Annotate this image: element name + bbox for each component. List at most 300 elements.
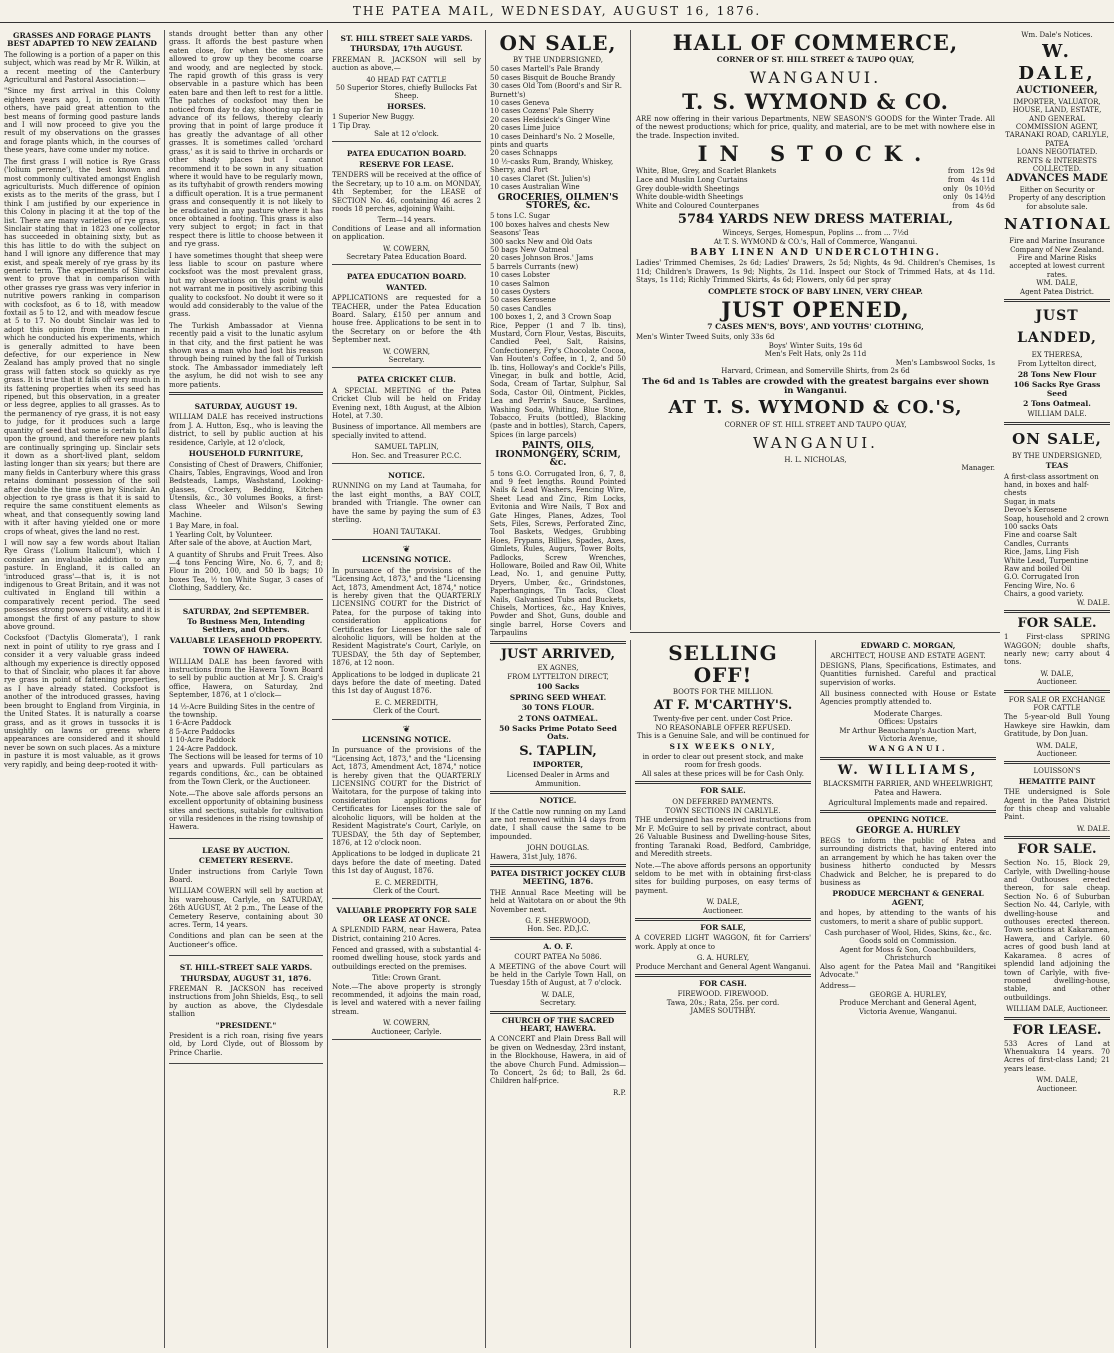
ad-heading: AT F. M'CARTHY'S. [653, 698, 793, 714]
crest-icon: ❦ [402, 724, 411, 735]
ad-heading: W. WILLIAMS, [837, 762, 979, 778]
ad-heading: NOTICE. [539, 796, 577, 806]
ad-heading: A. O. F. [543, 941, 573, 951]
ad-heading: FOR CASH. [699, 978, 747, 988]
ad-text: Mr Arthur Beauchamp's Auction Mart, [839, 726, 977, 735]
ad-text: FREEMAN R. JACKSON will sell by auction as above,— [332, 55, 481, 73]
ad-heading: RESERVE FOR LEASE. [359, 159, 454, 169]
ad-heading: BABY LINEN AND UNDERCLOTHING. [690, 247, 941, 258]
ad-text: FIREWOOD. FIREWOOD. [677, 990, 769, 999]
ad-heading: PATEA EDUCATION BOARD. [346, 149, 467, 159]
ad-item: 1 Superior New Buggy. [332, 113, 415, 122]
ad-text: Address— [820, 982, 856, 991]
list-item: 50 cases Kerosene [490, 296, 556, 305]
grocery-list [490, 212, 626, 321]
ad-text: Men's Winter Tweed Suits, only 33s 6d [636, 333, 775, 342]
list-item: 50 cases Bisquit de Bouche Brandy [490, 73, 616, 82]
ad-signature: HOANI TAUTAKAI. [372, 527, 441, 536]
ad-leasehold [169, 603, 323, 839]
ad-cemetery [169, 842, 323, 956]
ad-text: Hawera, 31st July, 1876. [490, 852, 577, 861]
list-item: 30 cases Old Tom (Boord's and Sir R. Burnett's) [490, 82, 623, 99]
article-paragraph: The following is a portion of a paper on this subject, which was read by Mr R. Wilkin, at a recent meeting of the Canterbury Agricultural and Pastoral Association:— [4, 50, 160, 85]
article-paragraph: "Since my first arrival in this Colony eighteen years ago, I, in common with others, have paid great attention to the best means of forming good pasture lands and I will now proceed to give you the result of my observations on the grasses and forage plants which, in the courses of these years, have come under my notice. [4, 87, 160, 155]
ad-text: Rice, Pepper (1 and 7 lb. tins), Mustard, Corn Flour, Vestas, Biscuits, Candied Peel, Salt, Raisins, Confectionery, Fry's Chocolate Cocoa, Van Houten's Coffee, in 1, 2, and 50 lb. tins, Holloway's and Cockle's Pills, Vinegar, in bulk and bottle, Acid, Soda, Cream of Tartar, Sulphur, Sal Soda, Castor Oil, Ointment, Pickles, Lea and Perrin's Sauce, Sardines, Washing Soda, Whiting, Blue Stone, Tobacco, Fruits (bottled), Blacking (paste and in bottles), Starch, Capers, Spices (in large parcels) [490, 321, 626, 439]
ad-text: Agricultural Implements made and repaired. [828, 798, 988, 807]
ad-heading: W. DALE, [1018, 41, 1096, 85]
ad-licensing-patea [332, 543, 481, 720]
ad-subheading: TOWN SECTIONS IN CARLYLE. [665, 807, 781, 816]
list-item: 300 sacks New and Old Oats [490, 237, 593, 246]
ad-signature: Secretary. [388, 356, 425, 364]
ad-text: Business of importance. All members are specially invited to attend. [332, 423, 481, 440]
ad-text: TENDERS will be received at the office of the Secretary, up to 10 a.m. on MONDAY, 4th September, for the LEASE of SECTION No. 46, containing 46 acres 2 roods 18 perches, adjoining Waihi. [332, 171, 481, 213]
ad-heading: OPENING NOTICE. [867, 815, 949, 825]
ad-signature: W. DALE, [541, 990, 575, 999]
ad-heading: NOTICE. [388, 471, 425, 481]
ad-signature: W. DALE, [1040, 669, 1074, 678]
ad-heading: CEMETERY RESERVE. [198, 856, 294, 866]
ad-text: Note.—The above affords persons an opportunity seldom to be met with in obtaining first-class sites for building purposes, on easy terms of payment. [635, 861, 811, 895]
ad-notice-colt [332, 467, 481, 540]
ad-heading: SELLING OFF! [668, 641, 778, 687]
ad-signature: WM. DALE, [1036, 1076, 1078, 1085]
ad-text: DESIGNS, Plans, Specifications, Estimates, and Quantities furnished. Careful and practical supervision of works. [820, 661, 996, 687]
ad-household-sale [169, 398, 323, 600]
ad-signature: Auctioneer. [1036, 749, 1078, 758]
ad-heading: AT T. S. WYMOND & CO.'S, [668, 397, 963, 419]
ad-text: FREEMAN R. JACKSON has received instructions from John Shields, Esq., to sell by auction as above, the Clydesdale stallion [169, 985, 323, 1019]
list-item: White and Coloured Counterpanes from 4s 6d [636, 201, 995, 210]
goods-list [1004, 473, 1110, 599]
column-2 [164, 30, 327, 1348]
ad-text: This is a Genuine Sale, and will be continued for [636, 732, 810, 741]
ad-text: Offices: Upstairs [878, 718, 938, 727]
ad-subheading: Patea and Hawera. [874, 789, 942, 798]
ad-reserve-lease [332, 145, 481, 265]
ad-subheading: CORNER OF ST. HILL STREET AND TAUPO QUAY, [724, 421, 907, 430]
ad-heading: FOR SALE, [700, 922, 746, 932]
ad-text: Also agent for the Patea Mail and "Rangitikei Advocate." [820, 962, 996, 979]
ad-text: Fire and Marine Insurance Company of New Zealand. [1009, 237, 1105, 254]
ad-text: BEGS to inform the public of Patea and surrounding districts that, having entered into an arrangement by which he has taken over the business hitherto conducted by Messrs Chadwick and Belcher, he is prepared to do business as [820, 836, 996, 887]
liquor-list [490, 65, 626, 191]
ad-item: 1 10-Acre Paddock [169, 736, 236, 745]
ad-signature: Agent Patea District. [1020, 287, 1094, 296]
ad-text: Applications to be lodged in duplicate 21 days before the date of meeting. Dated this 1st day of August, 1876. [332, 850, 481, 876]
ad-signature: G. F. SHERWOOD, [525, 916, 591, 925]
ad-heading: LEASE BY AUCTION. [202, 845, 290, 855]
ad-subheading: BY THE UNDERSIGNED, [513, 56, 603, 64]
ad-text: Conditions and plan can be seen at the Auctioneer's office. [169, 932, 323, 949]
ad-text: Agent for Moss & Son, Coachbuilders, Christchurch [839, 945, 977, 963]
ad-text: Tawa, 20s.; Rata, 25s. per cord. [666, 998, 780, 1007]
ad-text: WILLIAM DALE has received instructions from J. A. Hutton, Esq., who is leaving the district, to sell by public auction at his residence, Carlyle, at 12 o'clock, [169, 413, 323, 447]
ad-item: 106 Sacks Rye Grass Seed [1013, 380, 1101, 398]
ad-subheading: FROM LYTTELTON DIRECT, [507, 673, 609, 682]
ad-text: LOANS NEGOTIATED. [1016, 148, 1098, 157]
ad-heading: FOR SALE. [700, 786, 746, 796]
ad-text: 533 Acres of Land at Whenuakura 14 years. 70 Acres of first-class Land; 21 years lease. [1004, 1039, 1110, 1073]
ad-text: 5 tons G.O. Corrugated Iron, 6, 7, 8, and 9 feet lengths. Round Pointed Nails & Lead Washers, Fencing Wire, Sheet Lead and Zinc, Rim Locks, Evitonia and Wire Nails, T Box and Gate Hinges, Planes, Adzes, Tool Sets, Files, Screws, Perforated Zinc, Tool Baskets, Wedges, Grubbing Hoes, Frypans, Billies, Spades, Axes, Gimlets, Rules, Augurs, Tower Bolts, Padlocks, Screw Wrenches, Holloware, Boiled and Raw Oil, White Lead, No. 1, and genuine Putty, Dryers, Umber, &c., Grindstones, Paperhangings, Tin Tacks, Cloat Nails, Galvanised Tubs and Buckets, Chisels, Mortices, &c., Hay Knives, Powder and Shot, Guns, double and single barrel, Horse Covers and Tarpaulins [490, 469, 626, 638]
ad-text: A quantity of Shrubs and Fruit Trees. Also—4 tons Fencing Wire, No. 6, 7, and 8; Flour in 200, 100, and 50 lb bags; 10 boxes Tea, ½ ton White Sugar, 3 cases of Clothing, Saddlery, &c. [169, 550, 323, 593]
ad-heading: AUCTIONEER, [1016, 85, 1098, 97]
ad-heading: LICENSING NOTICE. [362, 555, 451, 565]
ad-heading: PATEA DISTRICT JOCKEY CLUB MEETING, 1876. [490, 868, 626, 887]
ad-heading: SATURDAY, 2nd SEPTEMBER. [182, 606, 310, 616]
ad-item: 1 Yearling Colt, by Volunteer. [169, 530, 273, 539]
ad-signature: WM. DALE, [1036, 279, 1078, 288]
ad-heading: SATURDAY, AUGUST 19. [194, 402, 298, 412]
ad-heading: The 6d and 1s Tables are crowded with the greatest bargains ever shown in Wanganui. [642, 377, 989, 396]
ad-heading: IN STOCK. [697, 141, 934, 167]
ad-heading: WANGANUI. [753, 433, 878, 452]
list-item: Chairs, a good variety. [1004, 590, 1084, 599]
ad-item: SPRING SEED WHEAT. [509, 692, 607, 702]
list-item: G.O. Corrugated Iron [1004, 573, 1080, 582]
list-item: 10 ½-casks Rum, Brandy, Whiskey, Sherry, and Port [490, 157, 614, 175]
ad-text: APPLICATIONS are requested for a TEACHER, under the Patea Education Board. Salary, £150 per annum and house free. Applications to be sent in to the Secretary on or before the 4th September next. [332, 294, 481, 345]
ad-subheading: BOOTS FOR THE MILLION. [672, 688, 774, 696]
ad-signature: G. A. HURLEY, [696, 954, 750, 963]
ad-heading: PATEA CRICKET CLUB. [357, 375, 456, 385]
ad-signature: W. DALE, [706, 898, 740, 907]
ad-heading: TEAS [1045, 461, 1069, 471]
ad-text: A CONCERT and Plain Dress Ball will be given on Wednesday, 23rd instant, in the Blockhouse, Hawera, in aid of the above Church Fund. Admission—To Concert, 2s 6d; to Ball, 2s 6d. Children half-price. [490, 1035, 626, 1086]
list-item: Lace and Muslin Long Curtains from 4s 11d [636, 175, 995, 184]
list-item: 10 cases Australian Wine [490, 183, 580, 192]
ad-text: TARANAKI ROAD, CARLYLE, PATEA [1005, 131, 1109, 148]
ad-signature: W. COWERN, [383, 244, 430, 253]
ad-text: President is a rich roan, rising five years old, by Lord Clyde, out of Blossom by Prince Charlie. [169, 1032, 323, 1057]
ad-signature: JAMES SOUTHBY. [690, 1007, 756, 1016]
ad-subheading: FOR SALE OR EXCHANGE FOR CATTLE [1008, 695, 1106, 712]
ad-heading: WANTED. [386, 282, 427, 292]
ad-text: A MEETING of the above Court will be held in the Carlyle Town Hall, on Tuesday 15th of August, at 7 o'clock. [490, 962, 626, 988]
ad-text: ARE now offering in their various Departments, NEW SEASON'S GOODS for the Winter Trade. All of the newest productions; which for price, quality, and material, are to be met with nowhere else in the trade. Inspection invited. [636, 114, 995, 140]
ad-heading: VALUABLE PROPERTY FOR SALE OR LEASE AT ONCE. [336, 906, 477, 924]
ad-text: Section No. 15, Block 29, Carlyle, with Dwelling-house and Outhouses erected thereon, for sale cheap. Section No. 6 of Suburban Section No. 44, Carlyle, with dwelling-house and outhouses erected thereon. Town sections at Kakaramea, Hawera, and Carlyle. 60 acres of good bush land at Kakaramea. 8 acres of splendid land adjoining the town of Carlyle, with five-roomed dwelling-house, stable, and other outbuildings. [1004, 859, 1110, 1002]
ad-heading: GEORGE A. HURLEY [855, 825, 961, 836]
ad-subheading: EX THERESA, [1031, 350, 1083, 359]
ad-heading: PRODUCE MERCHANT & GENERAL AGENT, [832, 889, 984, 907]
article-title: GRASSES AND FORAGE PLANTS BEST ADAPTED TO NEW ZEALAND [7, 31, 157, 49]
ad-heading: S. TAPLIN, [519, 743, 597, 759]
ad-text: THE Annual Race Meeting will be held at Waitotara on or about the 9th November next. [490, 888, 626, 914]
ad-heading: "PRESIDENT." [215, 1020, 277, 1030]
ad-signature: W. COWERN, [383, 1019, 430, 1028]
ad-heading: FOR LEASE. [1012, 1022, 1102, 1038]
ad-text: Goods sold on Commission. [859, 937, 957, 946]
column-3 [327, 30, 485, 1348]
ad-text: Twenty-five per cent. under Cost Price. [653, 715, 793, 724]
ad-heading: JUST OPENED, [721, 296, 910, 322]
ad-signature: Clerk of the Court. [373, 886, 440, 895]
list-item: White, Blue, Grey, and Scarlet Blankets from 12s 9d [636, 167, 995, 176]
column-6-lower [815, 640, 1000, 1348]
ad-licensing-waitotara [332, 723, 481, 900]
ad-text: After sale of the above, at Auction Mart, [169, 539, 312, 548]
ad-signature: E. C. MEREDITH, [374, 878, 439, 887]
ad-heading: ON SALE, [499, 31, 617, 55]
ad-signature: SAMUEL TAPLIN, [374, 443, 439, 452]
ad-subheading: EX AGNES, [537, 663, 579, 672]
ad-text: in order to clear out present stock, and make room for fresh goods. [642, 753, 804, 770]
ad-signature: Auctioneer, Carlyle. [371, 1027, 442, 1036]
ad-heading: NATIONAL [1004, 215, 1112, 234]
ad-text: All business connected with House or Estate Agencies promptly attended to. [820, 690, 996, 707]
ad-heading: LICENSING NOTICE. [362, 735, 451, 745]
ad-heading: ST. HILL STREET SALE YARDS. [340, 34, 473, 43]
list-item: 20 cases Lime Juice [490, 124, 561, 133]
list-item: Devoe's Kerosene [1004, 506, 1067, 515]
ad-text: If the Cattle now running on my Land are not removed within 14 days from date, I shall cause the same to be impounded. [490, 807, 626, 841]
ad-heading: VALUABLE LEASEHOLD PROPERTY. [169, 635, 323, 645]
ad-heading: ADVANCES MADE [1006, 173, 1108, 185]
ad-text: Applications to be lodged in duplicate 21 days before the date of meeting. Dated this 1st day of August 1876. [332, 670, 481, 696]
ad-signature: W. COWERN, [383, 347, 430, 356]
ad-heading: CHURCH OF THE SACRED HEART, HAWERA. [501, 1015, 615, 1034]
ad-signature: Produce Merchant and General Agent Wanganui. [635, 962, 811, 971]
ad-signature: Victoria Avenue, Wanganui. [859, 1007, 957, 1016]
ad-heading: THURSDAY, 17th AUGUST. [350, 44, 463, 54]
ad-signature: H. L. NICHOLAS, [784, 455, 847, 464]
ad-heading: HORSES. [387, 101, 426, 111]
ad-signature: WM. DALE, [1036, 741, 1078, 750]
list-item: 10 cases Salmon [490, 279, 550, 288]
ad-signature: Clerk of the Court. [373, 707, 440, 716]
list-item: 20 cases Schnapps [490, 149, 558, 158]
ad-sale-yards [332, 30, 481, 142]
stock-list [636, 167, 995, 210]
ad-text: Note.—The above sale affords persons an excellent opportunity of obtaining business sites and sections, suitable for cultivation or villa residences in the rising township of Hawera. [169, 789, 323, 832]
list-item: Sugar, in mats [1004, 497, 1056, 506]
ad-item: 100 Sacks [536, 682, 580, 692]
list-item: 10 cases Cozens' Pale Sherry [490, 107, 594, 116]
ad-signature: Manager. [961, 464, 995, 473]
ad-item: 30 TONS FLOUR. [521, 703, 595, 713]
ad-signature: Secretary Patea Education Board. [346, 252, 467, 261]
ad-text: 1 First-class SPRING WAGGON; double shafts, nearly new; carry about 4 tons. [1004, 633, 1110, 667]
ad-text: The Sections will be leased for terms of 10 years and upwards. Full particulars as regards conditions, &c., can be obtained from the Town Clerk, or the Auctioneer. [169, 753, 323, 787]
ad-signature: Produce Merchant and General Agent, [839, 999, 977, 1008]
ad-text: A SPECIAL MEETING of the Patea Cricket Club will be held on Friday Evening next, 18th August, at the Albion Hotel, at 7.30. [332, 386, 481, 421]
column-4 [485, 30, 630, 1348]
list-item: 20 cases Johnson Bros.' Jams [490, 254, 594, 263]
ad-heading: To Business Men, Intending Settlers, and Others. [187, 617, 305, 635]
list-item: Raw and boiled Oil [1004, 565, 1072, 574]
ad-heading: 5784 YARDS NEW DRESS MATERIAL, [677, 212, 954, 228]
list-item: 5 tons I.C. Sugar [490, 212, 550, 221]
ad-text: Moderate Charges. [873, 709, 943, 718]
list-item: 100 boxes halves and chests New Seasons' Teas [490, 220, 610, 238]
ad-text: Men's Felt Hats, only 2s 11d [764, 350, 867, 359]
ad-heading: FOR SALE. [1017, 616, 1097, 632]
ad-text: All sales at these prices will be for Cash Only. [641, 769, 805, 778]
article-paragraph: I will now say a few words about Italian Rye Grass ('Lolium Italicum'), which I consider an invaluable addition to any pasture. In England, it is called an 'introduced grass'—that is, it is not indigenous to Great Britain, and it was not cultivated in England till within a comparatively recent period. The seed possesses strong powers of vitality, and it is amongst the first of any pasture to show above ground. [4, 538, 160, 632]
list-item: Fencing Wire, No. 6 [1004, 581, 1075, 590]
ad-signature: W. DALE. [1076, 824, 1110, 833]
ad-heading: COMPLETE STOCK OF BABY LINEN, VERY CHEAP. [708, 286, 923, 296]
ad-text: and hopes, by attending to the wants of his customers, to merit a share of public support. [820, 909, 996, 926]
ad-valuable-property [332, 902, 481, 1040]
list-item: Rice, Jams, Ling Fish [1004, 548, 1079, 557]
crest-icon: ❦ [402, 544, 411, 555]
ad-signature: E. C. MEREDITH, [374, 698, 439, 707]
ad-text: A SPLENDID FARM, near Hawera, Patea District, containing 210 Acres. [332, 926, 481, 943]
list-item: Candles, Currants [1004, 539, 1069, 548]
ad-text: Note.—The above property is strongly recommended, it adjoins the main road, is level and watered with a never failing stream. [332, 982, 481, 1016]
article-paragraph: The first grass I will notice is Rye Grass ('lolium perenne'), the best known and most commonly cultivated amongst English agriculturists. Much difference of opinion exists as to the merits of the grass, but I think I am justified by our experience in this Colony in placing it at the top of the list. There are many varieties of rye grass, Sinclair stating that in 1823 one collector has succeeded in obtaining sixty, but as this has little to do with the subject on hand I will ignore any difference that may exist, and speak merely of rye grass by its generic term. The experiments of Sinclair went to prove that in comparison with other grasses rye grass was very inferior in nutritive powers ranking in comparison with cocksfoot, as 6 to 18, with meadow foxtail as 5 to 12, and with meadow fescue at 5 to 17. No doubt Sinclair was led to adopt this opinion from the manner in which he conducted his experiments, which is generally admitted to have been defective, for our experience in New Zealand has amply proved that no single grass will fatten stock so quickly as rye grass. It is true that it falls off very much in its fattening properties when its seed has ripened, but this observation, in a greater or less degree, applies to all grasses. As to the permanency of rye grass, it is not easy to judge, for it produces such a large quantity of seed that some is certain to fall upon the ground, and therefore new plants are continually springing up. Sinclair sets it down as a short-lived plant, seldom lasting longer than six years; but there are many fields in Canterbury where this grass retains dominant possession of the soil after double the time given by Sinclair. An objection to rye grass is that it is said to require the same constituent elements as wheat, and that consequently sowing land with it after having yielded one or more crops of wheat, gives the land no rest. [4, 157, 160, 536]
ad-teacher-wanted [332, 268, 481, 368]
ad-signature: Auctioneer. [1036, 678, 1078, 687]
ad-heading: HEMATITE PAINT [1018, 776, 1096, 786]
column-7 [1000, 30, 1114, 1348]
ad-text: Title: Crown Grant. [372, 974, 441, 983]
article-paragraph: stands drought better than any other grass. It affords the best pasture when eaten close, for when the stems are allowed to grow up they become coarse and woody, and are neglected by stock. The rapid growth of this grass is very observable in a pasture which has been eaten bare and then left to rest for a little. The patches of cocksfoot may then be noticed from day to day, shooting up far in advance of its fellows, thereby clearly proving that in point of large produce it has greatly the advantage of all other grasses. It is sometimes called 'orchard grass,' as it is said to thrive in orchards or other shady places but I cannot recommend it to be sown in any situation where it would have to be regularly mown, as its tuftyhabit of growth renders mowing a difficult operation. It is a true permanent grass and consequently it is not likely to be eradicated in any pasture where it has once obtained a footing. This grass is also very subject to ergot; in fact in that respect there is little to choose between it and rye grass. [169, 30, 323, 249]
ad-text: Cash purchaser of Wool, Hides, Skins, &c., &c. [824, 928, 992, 937]
ad-item: 1 Tip Dray. [332, 121, 371, 130]
ad-signature: WILLIAM DALE. [1027, 410, 1087, 419]
list-item: 20 cases Heidsieck's Ginger Wine [490, 115, 611, 124]
ad-heading: EDWARD C. MORGAN, [860, 641, 956, 650]
article-paragraph: I have sometimes thought that sheep were less liable to scour on pasture where cocksfoot was the most prevalent grass, but my observations on this point would not warrant me in positively ascribing this quality to cocksfoot. No doubt it were so it would add considerably to the value of the grass. [169, 251, 323, 319]
ad-text: Victoria Avenue, [878, 735, 938, 744]
article-paragraph: Cocksfoot ('Dactylis Glomerata'), I rank next in point of utility to rye grass and I consider it a very valuable grass indeed although my experience is directly opposed to that of Sinclair, who places it far above rye grass in point of fattening properties, as I have already stated. Cocksfoot is another of the introduced grasses, having been brought to England from Virginia, in the United States. It is naturally a coarse grass, and as it grows in tussocks it is unsightly on lawns or greens where appearances are considered and it should never be sown on such places. As a mixture in pasture it is most valuable, as it grows very rapidly, and being deep-rooted it with- [4, 634, 160, 769]
list-item: 10 cases Oysters [490, 287, 550, 296]
ad-signature: Secretary. [540, 999, 576, 1008]
ad-signature: JOHN DOUGLAS. [526, 844, 590, 853]
ad-heading: WANGANUI. [868, 744, 948, 754]
list-item: 10 cases Lobster [490, 271, 551, 280]
ad-heading: TOWN OF HAWERA. [203, 646, 289, 656]
ad-item: 50 Sacks Prime Potato Seed Oats. [499, 724, 617, 742]
ad-text: IMPORTER, VALUATOR, HOUSE, LAND, ESTATE, AND GENERAL COMMISSION AGENT, [1012, 97, 1102, 132]
ad-subheading: IMPORTER, [532, 759, 584, 769]
ad-heading: JUST LANDED, [1017, 307, 1097, 346]
ad-item: 50 Superior Stores, chiefly Bullocks Fat Sheep. [335, 84, 478, 101]
ad-signature: WILLIAM DALE, Auctioneer. [1006, 1005, 1108, 1014]
list-item: 10 cases Geneva [490, 99, 550, 108]
ad-heading: PAINTS, OILS, IRONMONGERY, SCRIM, &c. [495, 441, 621, 469]
ad-subheading: ARCHITECT, HOUSE AND ESTATE AGENT. [830, 652, 986, 661]
list-item: 50 bags New Oatmeal [490, 245, 569, 254]
ad-signature: Hon. Sec. P.D.J.C. [527, 925, 589, 934]
list-item: A first-class assortment on hand, in boxes and half-chests [1004, 472, 1099, 498]
ad-text: WILLIAM COWERN will sell by auction at his warehouse, Carlyle, on SATURDAY, 26th AUGUST, At 2 p.m., The Lease of the Cemetery Reserve, containing about 30 acres. Term, 14 years. [169, 887, 323, 929]
ad-signature: Hon. Sec. and Treasurer P.C.C. [351, 451, 462, 460]
ad-heading: JUST ARRIVED, [500, 646, 616, 662]
ad-text: Term—14 years. [377, 216, 436, 225]
ad-text: WILLIAM DALE has been favored with instructions from the Hawera Town Board to sell by public auction at Mr J. S. Craig's office, Hawera, on Saturday, 2nd September, 1876, at 1 o'clock— [169, 657, 323, 700]
ad-heading: FOR SALE. [1017, 842, 1097, 858]
ad-heading: SIX WEEKS ONLY, [669, 741, 777, 751]
ad-heading: PATEA EDUCATION BOARD. [346, 272, 467, 282]
ad-text: RENTS & INTERESTS COLLECTED. [1017, 156, 1097, 174]
ad-text: A COVERED LIGHT WAGGON, fit for Carriers' work. Apply at once to [635, 934, 811, 951]
ad-heading: WANGANUI. [749, 67, 882, 87]
ad-text: Either on Security or Property of any description for absolute sale. [1008, 185, 1106, 211]
ad-text: Under instructions from Carlyle Town Board. [169, 867, 323, 884]
list-item: 50 cases Candles [490, 304, 552, 313]
ad-text: THE undersigned is Sole Agent in the Patea District for this cheap and valuable Paint. [1004, 788, 1110, 822]
list-item: 10 cases Deinhard's No. 2 Moselle, pints and quarts [490, 132, 615, 150]
list-item: White double-width Sheetings only 0s 14½d [636, 193, 995, 202]
ad-heading: T. S. WYMOND & CO. [682, 88, 949, 114]
article-paragraph: The Turkish Ambassador at Vienna recently paid a visit to the lunatic asylum in that city, and the first patient he was shown was a man who had lost his reason through being ruined by the fall of Turkish stock. The Ambassador immediately left the asylum, he did not wish to see any more patients. [169, 321, 323, 389]
ad-heading: GROCERIES, OILMEN'S STORES, &c. [497, 192, 619, 211]
ad-text: Consisting of Chest of Drawers, Chiffonier, Chairs, Tables, Engravings, Wood and Iron Bedsteads, Lamps, Washstand, Looking-glasses, Crockery, Bedding, Kitchen Utensils, &c., 30 volumes Books, a first-class Wheeler and Wilson's Sewing Machine. [169, 460, 323, 519]
list-item: 50 cases Martell's Pale Brandy [490, 65, 600, 74]
ad-signature: R.P. [612, 1088, 626, 1097]
ad-text: The 5-year-old Bull Young Hawkeye sire Hawkin, dam Gratitude, by Don Juan. [1004, 713, 1110, 739]
ad-heading: ON SALE, [1012, 429, 1102, 448]
ad-stallion [169, 959, 323, 1064]
ad-signature: Auctioneer. [702, 906, 744, 915]
ad-item: 1 24-Acre Paddock. [169, 744, 238, 753]
ad-text: THE undersigned has received instructions from Mr F. McGuire to sell by private contract, about 26 Valuable Business and Dwelling-house Sites, fronting Taranaki Road, Bedford, Cambridge, and Meredith streets. [635, 816, 811, 859]
column-5-lower [630, 640, 815, 1348]
ad-text: Harvard, Crimean, and Somerville Shirts, from 2s 6d [721, 367, 910, 376]
ad-subheading: BLACKSMITH FARRIER, AND WHEELWRIGHT, [823, 779, 993, 788]
ad-signature: GEORGE A. HURLEY, [869, 990, 947, 999]
list-item: Soap, household and 2 crown [1004, 514, 1109, 523]
ad-item: 2 TONS OATMEAL. [517, 713, 599, 723]
list-item: 100 sacks Oats [1004, 523, 1058, 532]
ad-text: Fenced and grassed, with a substantial 4-roomed dwelling house, stock yards and outbuildings erected on the premises. [332, 945, 481, 971]
ad-text: RUNNING on my Land at Taumaha, for the last eight months, a BAY COLT, branded with Triangle. The owner can have the same by paying the sum of £3 sterling. [332, 482, 481, 525]
ad-signature: W. DALE. [1076, 598, 1110, 607]
ad-text: Ladies' Trimmed Chemises, 2s 6d; Ladies' Drawers, 2s 5d; Nights, 4s 9d. Children's Chemises, 1s 11d; Children's Drawers, 1s 9d; Nights, 2s 11d. Inspect our Stock of Trimmed Hats, at 4s 11d. Stays, 1s 11d; Richly Trimmed Skirts, 4s 6d; Flowers, only 6d per spray [636, 259, 995, 285]
list-item: 5 barrels Currants (new) [490, 262, 579, 271]
ad-heading: THURSDAY, AUGUST 31, 1876. [180, 973, 312, 983]
ad-text: Fire and Marine Risks accepted at lowest current rates. [1009, 253, 1105, 279]
ad-subheading: COURT PATEA No 5086. [514, 953, 602, 962]
ad-text: In pursuance of the provisions of the "Licensing Act, 1873," and the "Licensing Act, 1873, Amendment Act, 1874," notice is hereby given that the QUARTERLY LICENSING COURT for the District of Waitotara, for the purpose of taking into consideration applications for Certificates for Licenses for the sale of alcoholic liquors, will be holden at the Resident Magistrate's Court, Carlyle, on TUESDAY, the 5th day of September, 1876, at 12 o'clock noon. [332, 746, 481, 847]
list-item: 10 cases Claret (St. Julien's) [490, 174, 591, 183]
ad-item: 28 Tons New Flour [1017, 369, 1097, 379]
ad-heading: HOUSEHOLD FURNITURE, [188, 449, 304, 459]
ad-subheading: CORNER OF ST. HILL STREET & TAUPO QUAY, [716, 55, 915, 64]
ad-item: 1 Bay Mare, in foal. [169, 522, 239, 531]
ad-text: Sale at 12 o'clock. [374, 130, 439, 139]
ad-text: Boys' Winter Suits, 19s 6d [768, 341, 863, 350]
list-item: White Lead, Turpentine [1004, 556, 1089, 565]
list-item: 100 boxes 1, 2, and 3 Crown Soap [490, 313, 612, 322]
wymond-advertisement [630, 30, 1000, 630]
ad-text: NO REASONABLE OFFER REFUSED. [655, 723, 791, 732]
masthead: THE PATEA MAIL, WEDNESDAY, AUGUST 16, 1876. [0, 0, 1114, 23]
ad-subheading: Wm. Dale's Notices. [1021, 31, 1093, 39]
ad-heading: ST. HILL-STREET SALE YARDS. [179, 963, 313, 973]
ad-heading: HALL OF COMMERCE, [672, 30, 959, 55]
ad-text: At T. S. WYMOND & CO.'s, Hall of Commerce, Wanganui. [713, 237, 918, 246]
ad-item: 1 6-Acre Paddock [169, 719, 232, 728]
ad-subheading: ON DEFERRED PAYMENTS. [672, 797, 774, 806]
ad-subheading: 7 CASES MEN'S, BOYS', AND YOUTHS' CLOTHING, [707, 321, 924, 331]
ad-text: Conditions of Lease and all information on application. [332, 224, 481, 242]
ad-item: 8 5-Acre Paddocks [169, 727, 235, 736]
ad-text: Men's Lambswool Socks, 1s [895, 358, 995, 367]
ad-text: Licensed Dealer in Arms and Ammunition. [506, 771, 610, 788]
ad-subheading: From Lyttelton direct, [1017, 360, 1097, 369]
ad-text: Winceys, Serges, Homespun, Poplins ... from ... 7½d [722, 229, 909, 238]
ad-item: 14 ½-Acre Building Sites in the centre of the township. [169, 702, 315, 720]
ad-subheading: LOUISSON'S [1033, 767, 1081, 776]
ad-text: In pursuance of the provisions of the "Licensing Act, 1873," and the "Licensing Act, 1873, Amendment Act, 1874," notice is hereby given that the QUARTERLY LICENSING COURT for the District of Patea, for the purpose of taking into consideration applications for Certificates for Licenses for the sale of alcoholic liquors, will be holden at the Resident Magistrate's Court, Carlyle, on TUESDAY, the 5th day of September, 1876, at 12 noon. [332, 566, 481, 668]
ad-cricket [332, 371, 481, 464]
column-1 [0, 30, 164, 1348]
